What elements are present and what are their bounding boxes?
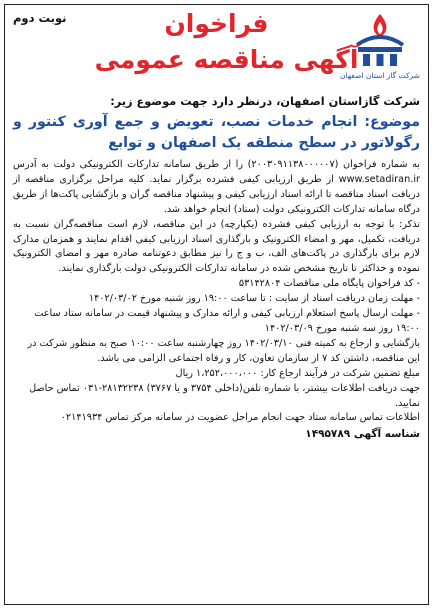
paragraph-2: تذکر: با توجه به ارزیابی کیفی فشرده (یکپارچه) در این مناقصه، لازم است مناقصه‌گران نسبت به دریافت، تکمیل، مهر و امضاء الکترونیک و بارگذاری اسناد ارزیابی کیفی اقدام نمایند و همزمان مدارک لازم برای بارگذاری در پاکت‌های الف، ب و ج را نیز مطابق دعوتنامه صادره مهر و امضای الکترونیک نموده و حداکثر تا تاریخ مشخص شده در سامانه تدارکات الکترونیکی دولت بارگذاری نمایند. [13,218,420,275]
notice-body [5,95,428,440]
company-line: شرکت گازاستان اصفهان، درنظر دارد جهت موضوع زیر: [110,95,420,108]
item-submission-deadline: - مهلت ارسال پاسخ استعلام ارزیابی کیفی و ارائه مدارک و پیشنهاد قیمت در سامانه ستاد ساعت ۱۹:۰۰ روز سه شنبه مورخ ۱۴۰۲/۰۳/۰۹ [34,308,420,334]
item-tender-code: - کد فراخوان پایگاه ملی مناقصات ۵۳۱۴۲۸۰۴ [238,278,420,290]
notice-header [5,5,428,93]
round-label: نوبت دوم [13,11,67,25]
paragraph-1: به شماره فراخوان (۲۰۰۳۰۹۱۱۳۸۰۰۰۰۰۷) را از طریق سامانه تدارکات الکترونیکی دولت به آدرس www.setadiran.ir از طریق ارزیابی کیفی فشرده برگزار نماید. کلیه مراحل برگزاری مناقصه از دریافت اسناد مناقصه تا ارائه اسناد ارزیابی کیفی و پیشنهاد مناقصه گران و بازگشایی پاکت‌ها از طریق درگاه سامانه تدارکات الکترونیکی دولت (ستاد) انجام خواهد شد. [13,159,420,215]
guarantee-amount: مبلغ تضمین شرکت در فرآیند ارجاع کار: ۱،۲۵۲،۰۰۰،۰۰۰ ریال [175,367,420,379]
ad-id: شناسه آگهی ۱۴۹۵۷۸۹ [305,428,420,441]
tender-notice [4,4,429,605]
notice-subtitle: آگهی مناقصه عمومی [94,45,359,74]
notice-title: فراخوان [164,9,269,38]
item-document-deadline: - مهلت زمان دریافت اسناد از سایت : تا ساعت ۱۹:۰۰ روز شنبه مورخ ۱۴۰۲/۰۳/۰۲ [88,293,420,305]
logo-caption: شرکت گاز استان اصفهان [340,71,420,80]
contact-info: جهت دریافت اطلاعات بیشتر، با شماره تلفن(داخلی ۳۷۵۴ و یا ۳۷۶۷) ۲۸۱۳۲۲۳۸-۰۳۱ تماس حاصل نمایید. [29,382,420,409]
item-opening: بازگشایی و ارجاع به کمیته فنی ۱۴۰۲/۰۳/۱۰ روز چهارشنبه ساعت ۱۰:۰۰ صبح به منظور شرکت در این مناقصه، داشتن کد ۷ از سازمان تعاون، کار و رفاه اجتماعی الزامی می باشد. [27,337,420,364]
setad-contact: اطلاعات تماس سامانه ستاد جهت انجام مراحل عضویت در سامانه مرکز تماس ۰۲۱۴۱۹۳۴ [60,412,420,424]
tender-subject: موضوع: انجام خدمات نصب، تعویض و جمع آوری کنتور و رگولاتور در سطح منطقه یک اصفهان و توابع [13,114,420,151]
